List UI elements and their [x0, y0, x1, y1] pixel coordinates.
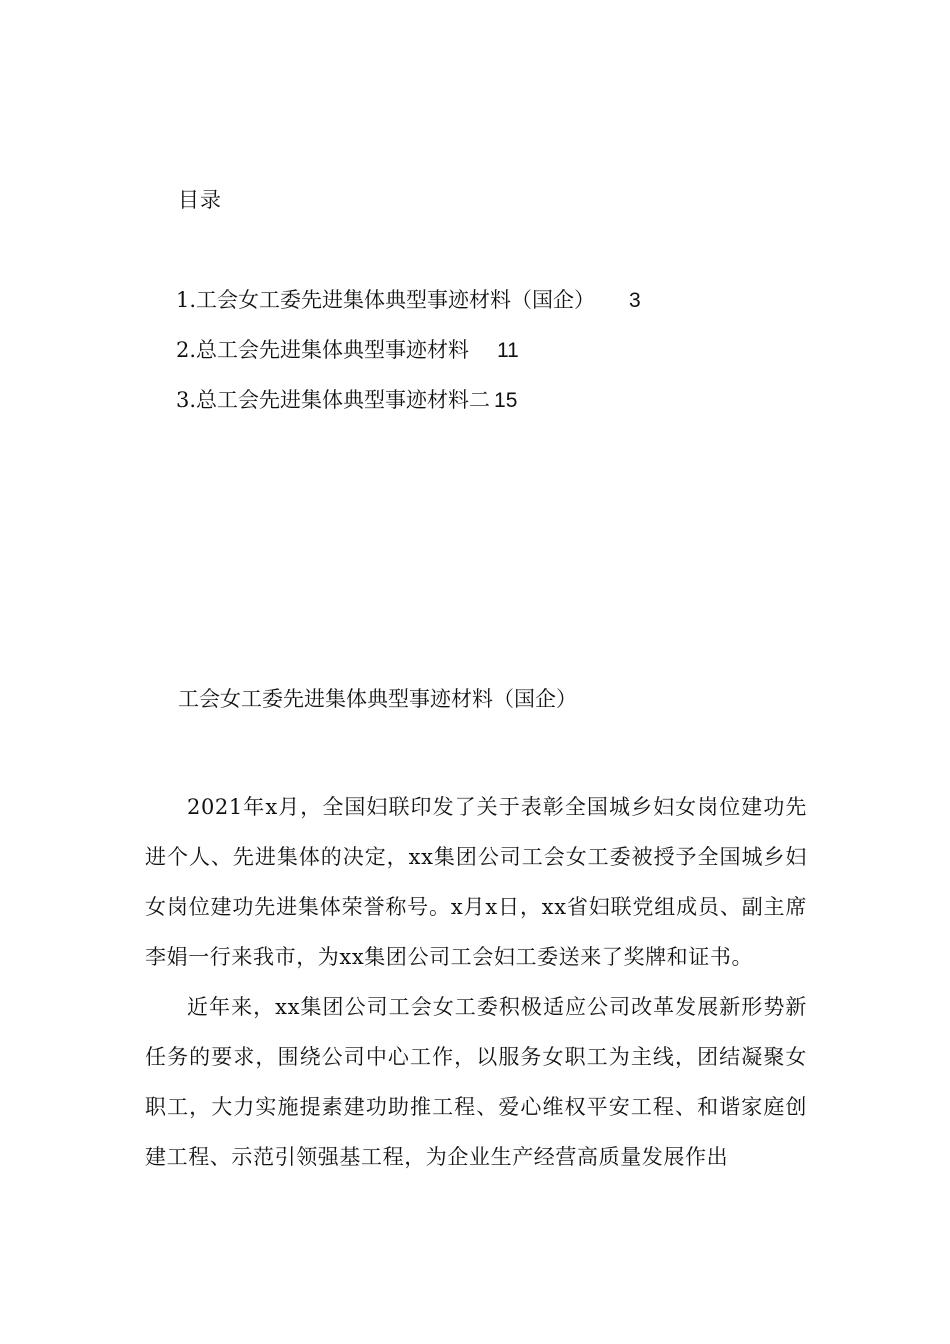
body-text — [145, 782, 807, 1182]
toc-entry-2[interactable] — [176, 334, 776, 384]
toc-entry-1[interactable] — [176, 284, 776, 334]
paragraph: 2021年x月，全国妇联印发了关于表彰全国城乡妇女岗位建功先进个人、先进集体的决定，xx集团公司工会女工委被授予全国城乡妇女岗位建功先进集体荣誉称号。x月x日，xx省妇联党组成员、副主席李娟一行来我市，为xx集团公司工会妇工委送来了奖牌和证书。 — [145, 795, 807, 969]
toc-entry-3[interactable] — [176, 384, 776, 434]
toc-entry-label: 3.总工会先进集体典型事迹材料二 — [176, 388, 491, 412]
toc-entry-label: 2.总工会先进集体典型事迹材料 — [176, 338, 470, 362]
toc-entry-page: 15 — [494, 389, 518, 412]
toc-entry-label: 1.工会女工委先进集体典型事迹材料（国企） — [176, 288, 596, 312]
toc-entry-page: 3 — [629, 289, 641, 312]
toc-title: 目录 — [178, 188, 222, 212]
paragraph: 近年来，xx集团公司工会女工委积极适应公司改革发展新形势新任务的要求，围绕公司中心工作，以服务女职工为主线，团结凝聚女职工，大力实施提素建功助推工程、爱心维权平安工程、和谐家庭创建工程、示范引领强基工程，为企业生产经营高质量发展作出 — [145, 995, 807, 1169]
toc-list — [176, 284, 776, 434]
toc-entry-page: 11 — [497, 339, 519, 362]
section-title: 工会女工委先进集体典型事迹材料（国企） — [178, 687, 577, 711]
